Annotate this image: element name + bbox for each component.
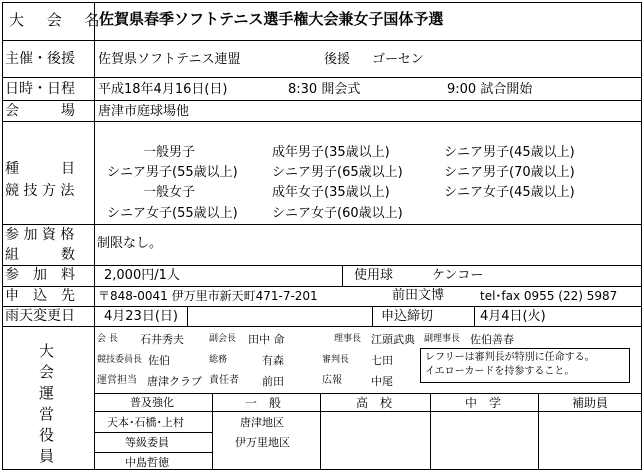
staff-name: 佐伯 <box>148 354 170 367</box>
committee-column-divider <box>430 393 431 469</box>
row-divider <box>2 40 642 41</box>
staff-name: 前田 <box>262 375 284 388</box>
staff-role: 副理事長 <box>424 334 461 344</box>
event-item: シニア男子(65歳以上) <box>272 165 403 180</box>
committee-member: 中島哲徳 <box>125 456 169 469</box>
apply-person: 前田文博 <box>392 288 445 303</box>
staff-role: 競技委員長 <box>97 355 143 365</box>
staff-name: 江頭武典 <box>371 333 415 346</box>
venue-label: 会 場 <box>5 103 75 119</box>
border-top <box>2 2 642 3</box>
staff-committee-top <box>94 393 642 394</box>
staff-label-divider <box>94 326 95 469</box>
row-divider <box>2 100 642 101</box>
rain-row-divider <box>372 306 373 326</box>
deadline-value: 4月4日(火) <box>480 309 546 324</box>
event-item: シニア男子(70歳以上) <box>444 165 575 180</box>
staff-name: 中尾 <box>371 375 393 388</box>
event-item: シニア男子(45歳以上) <box>444 145 575 160</box>
rain-date: 4月23日(日) <box>104 309 178 324</box>
referee-note-line: レフリーは審判長が特別に任命する。 <box>425 352 595 363</box>
row-divider <box>2 286 642 287</box>
staff-name: 有森 <box>262 354 284 367</box>
row-divider <box>2 306 642 307</box>
committee-member: 唐津地区 <box>240 416 284 429</box>
apply-address: 〒848-0041 伊万里市新天町471-7-201 <box>98 289 318 303</box>
staff-name: 石井秀夫 <box>140 333 184 346</box>
committee-member: 等級委員 <box>125 436 169 449</box>
committee-header: 一 般 <box>245 396 282 410</box>
staff-committee-header-bottom <box>94 411 642 412</box>
staff-role: 運営担当 <box>97 375 137 386</box>
committee-column-divider <box>212 393 213 469</box>
committee-header: 補助員 <box>572 396 609 410</box>
method-label: 競 技 方 法 <box>5 183 75 199</box>
staff-role: 責任者 <box>209 375 239 386</box>
staff-role: 審判長 <box>322 355 350 365</box>
row-divider <box>2 77 642 78</box>
event-item: シニア女子(60歳以上) <box>272 206 403 221</box>
committee-column-divider <box>538 393 539 469</box>
staff-role: 会 長 <box>97 334 118 344</box>
fee-label: 参 加 料 <box>5 267 75 283</box>
qualification-value: 制限なし。 <box>97 236 163 251</box>
staff-role: 副会長 <box>209 334 237 344</box>
border-left <box>2 2 3 469</box>
staff-role: 総務 <box>209 355 228 365</box>
organizer: 佐賀県ソフトテニス連盟 <box>98 52 241 67</box>
deadline-label: 申込締切 <box>381 309 434 324</box>
datetime-label: 日時・日程 <box>5 81 75 97</box>
venue: 唐津市庭球場他 <box>98 104 190 119</box>
ball-label: 使用球 <box>354 268 394 283</box>
event-item: 成年男子(35歳以上) <box>272 145 390 160</box>
support-value: ゴーセン <box>372 52 424 67</box>
row-divider <box>2 121 642 122</box>
committee-member: 天本･石橋･上村 <box>107 416 184 429</box>
staff-section-label: 大会運営役員 <box>37 343 55 469</box>
event-item: シニア男子(55歳以上) <box>107 165 238 180</box>
border-right <box>641 2 642 469</box>
committee-header: 中 学 <box>465 396 502 410</box>
rain-row-divider <box>474 306 475 326</box>
qualification-label: 参 加 資 格 <box>5 227 75 243</box>
event-item: 成年女子(35歳以上) <box>272 185 390 200</box>
staff-name: 佐伯善春 <box>470 333 514 346</box>
opening-ceremony: 8:30 開会式 <box>288 82 361 97</box>
rain-row-divider <box>187 306 188 326</box>
border-bottom <box>2 469 642 470</box>
match-start: 9:00 試合開始 <box>447 82 533 97</box>
staff-role: 理事長 <box>334 334 362 344</box>
staff-name: 七田 <box>371 354 393 367</box>
staff-committee-cell-line <box>94 452 212 453</box>
staff-name: 田中 命 <box>248 333 285 346</box>
apply-tel: tel･fax 0955 (22) 5987 <box>480 289 618 303</box>
referee-note-line: イエローカードを持参すること。 <box>425 366 575 377</box>
ball-value: ケンコー <box>432 268 484 283</box>
row-divider <box>2 265 642 266</box>
fee-value: 2,000円/1人 <box>104 268 180 283</box>
title-label: 大 会 名 <box>9 11 109 29</box>
event-date: 平成18年4月16日(日) <box>98 82 228 97</box>
row-divider <box>2 326 642 327</box>
rain-label: 雨天変更日 <box>5 308 75 324</box>
committee-header: 高 校 <box>356 396 393 410</box>
event-item: シニア女子(45歳以上) <box>444 185 575 200</box>
committee-member: 伊万里地区 <box>235 436 290 449</box>
staff-committee-cell-line <box>94 432 212 433</box>
apply-label: 申 込 先 <box>5 288 75 304</box>
event-item: 一般女子 <box>143 185 196 200</box>
tournament-title: 佐賀県春季ソフトテニス選手権大会兼女子国体予選 <box>99 10 444 28</box>
support-label: 後援 <box>324 52 351 67</box>
staff-role: 広報 <box>322 375 342 386</box>
staff-name: 唐津クラブ <box>147 375 202 388</box>
committee-header: 普及強化 <box>130 396 174 409</box>
committee-column-divider <box>320 393 321 469</box>
group-count-label: 組 数 <box>5 247 75 263</box>
event-item: 一般男子 <box>143 145 196 160</box>
label-column-divider <box>94 2 95 327</box>
sponsor-label: 主催・後援 <box>5 51 75 67</box>
row-divider <box>2 224 642 225</box>
events-label: 種 目 <box>5 161 75 177</box>
fee-row-divider <box>342 265 343 286</box>
event-item: シニア女子(55歳以上) <box>107 206 238 221</box>
